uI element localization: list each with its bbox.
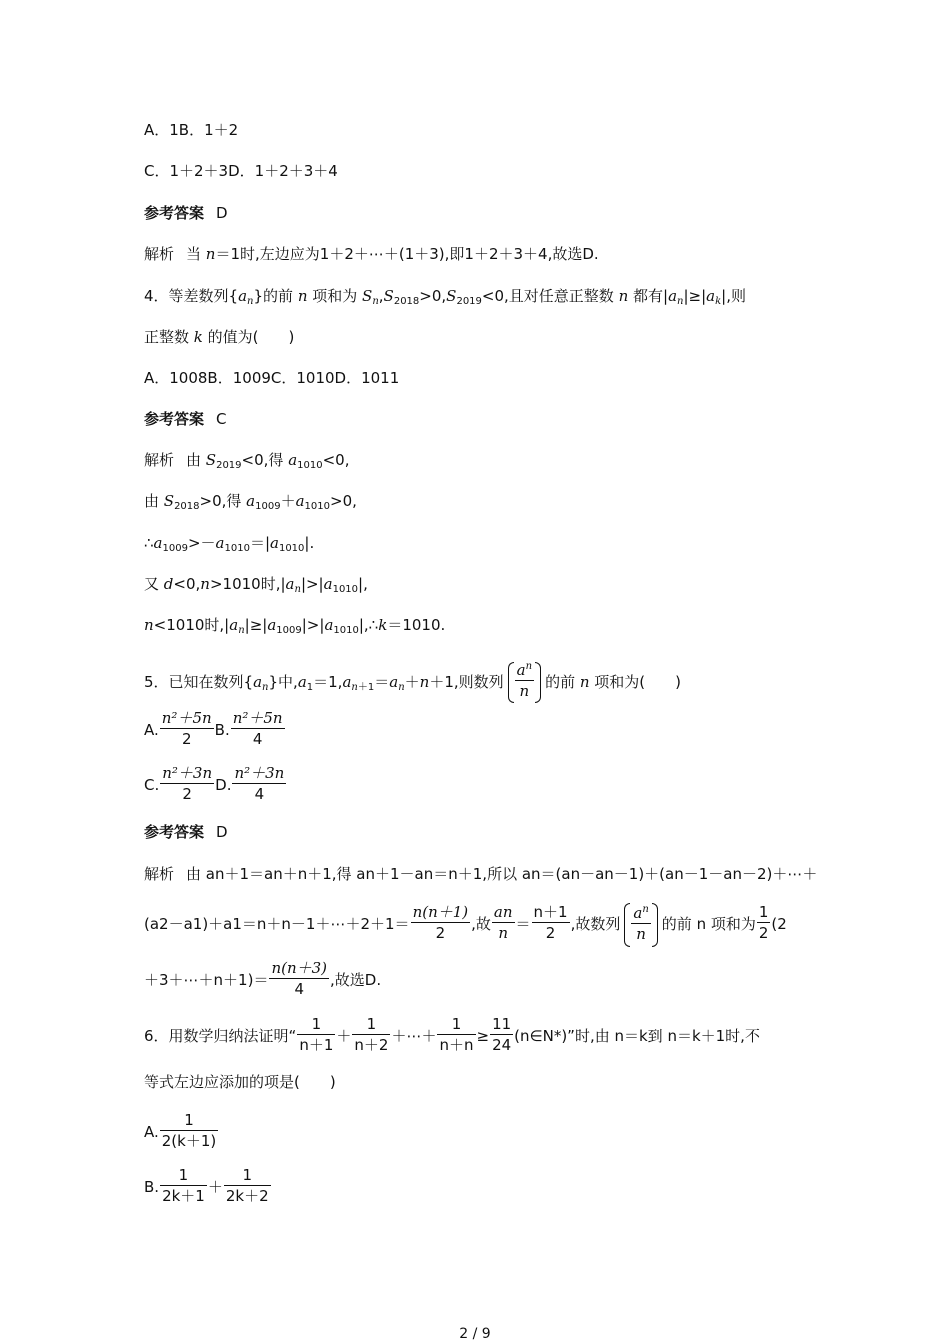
numerator: 1 xyxy=(437,1014,475,1035)
math-var: n xyxy=(205,245,216,263)
answer-label: 参考答案 xyxy=(144,410,205,428)
text: ＋ xyxy=(207,1178,223,1196)
text: 由 xyxy=(186,451,206,469)
text: |,则 xyxy=(721,287,746,305)
q5-options-ab xyxy=(144,710,286,750)
text: }中, xyxy=(268,673,298,691)
text: |,∴ xyxy=(358,616,379,634)
text: >0,得 xyxy=(199,492,247,510)
math-var: a xyxy=(324,616,334,634)
text: ＋3＋⋯＋n＋1)＝ xyxy=(144,971,269,989)
fraction xyxy=(352,1014,390,1055)
q4-options xyxy=(144,368,399,388)
q4-expl-line2: 由 $S_{2018}>0$,得 $a_{1009}+a_{1010}>0$, xyxy=(144,492,357,512)
q5-answer xyxy=(144,822,228,842)
q5-options-cd xyxy=(144,765,287,805)
text: >0, xyxy=(330,492,357,510)
fraction xyxy=(269,958,329,999)
text: 的前 xyxy=(545,673,580,691)
fraction: $\frac{a^n}{n}$ xyxy=(633,903,649,943)
text: }的前 xyxy=(253,287,298,305)
option-label: A. xyxy=(144,1123,159,1141)
answer-label: 参考答案 xyxy=(144,823,205,841)
text: >－ xyxy=(187,534,216,552)
text: |>| xyxy=(301,616,325,634)
denominator: n＋1 xyxy=(299,1036,334,1054)
math-var: n xyxy=(297,287,308,305)
text: |. xyxy=(304,534,315,552)
sequence-brace xyxy=(624,903,657,947)
text: ∴ xyxy=(144,534,154,552)
text: |≥| xyxy=(244,616,268,634)
denominator: 2k＋2 xyxy=(225,1187,269,1205)
fraction: $\frac{a^n}{n}$ xyxy=(516,661,533,700)
text: 项和为( ) xyxy=(589,673,681,691)
text: |>| xyxy=(300,575,324,593)
text: 4．等差数列{ xyxy=(144,287,239,305)
denominator: 2k＋1 xyxy=(162,1187,205,1205)
text: ＝1时,左边应为1＋2＋⋯＋(1＋3),即1＋2＋3＋4,故选D. xyxy=(215,245,599,263)
q4-answer xyxy=(144,409,227,429)
fraction xyxy=(224,1165,271,1206)
option-label: A. xyxy=(144,721,159,739)
math-var: n xyxy=(618,287,629,305)
q4-stem-line2 xyxy=(144,327,294,347)
text: ＝ xyxy=(515,915,531,933)
math-var: S xyxy=(163,492,175,510)
fraction xyxy=(490,1014,513,1055)
q6-option-b xyxy=(144,1165,272,1209)
math-var: $a_k$ xyxy=(706,287,722,307)
text: <0, xyxy=(322,451,350,469)
fraction xyxy=(532,902,570,943)
text: ＋1,则数列 xyxy=(429,673,504,691)
fraction xyxy=(160,708,214,749)
math-var: $a_n$ xyxy=(229,616,245,636)
text: <0,且对任意正整数 xyxy=(481,287,619,305)
fraction xyxy=(232,763,286,804)
math-var: a xyxy=(267,616,277,634)
numerator: 1 xyxy=(758,903,769,921)
text: 由 an＋1＝an＋n＋1,得 an＋1－an＝n＋1,所以 an＝(an－an－1)＋(an－1－an－2)＋⋯＋ xyxy=(186,865,818,883)
numerator: 1 xyxy=(297,1014,335,1035)
text: >0, xyxy=(419,287,447,305)
text: 项和为 xyxy=(307,287,363,305)
numerator: n＋1 xyxy=(533,903,568,921)
q3-options-cd xyxy=(144,161,338,181)
text: ＝1010. xyxy=(387,616,446,634)
option-label: B. xyxy=(214,721,230,739)
math-var: k xyxy=(378,616,388,634)
denominator: 2(k＋1) xyxy=(161,1132,217,1150)
math-var: n xyxy=(144,616,154,634)
text: ,故 xyxy=(471,915,491,933)
math-var: S xyxy=(205,451,217,469)
option-label: D. xyxy=(215,776,232,794)
math-var: n xyxy=(419,673,430,691)
denominator: 2 xyxy=(182,785,192,803)
text: ,故数列 xyxy=(570,915,621,933)
text: 等式左边应添加的项是( ) xyxy=(144,1073,336,1091)
explanation-label: 解析 xyxy=(144,245,175,263)
text: (2 xyxy=(771,915,787,933)
page-number: 2 / 9 xyxy=(459,1326,491,1342)
denominator: n＋2 xyxy=(354,1036,389,1054)
q4-stem-line1: 4．等差数列$\{a_n\}$的前 n 项和为 $S_n,S_{2018}>0,S_{2019}<0$,且对任意正整数 n 都有$|a_n|\ge|a_k|$,则 xyxy=(144,287,746,307)
q4-expl-line4: 又 d<0,n>1010时$,|a_n|>|a_{1010}|$, xyxy=(144,575,368,595)
text: |, xyxy=(358,575,368,593)
q6-stem-line1 xyxy=(144,1014,760,1058)
text: 由 xyxy=(144,492,164,510)
math-var: $a_n$ xyxy=(285,575,301,595)
q3-explanation xyxy=(144,244,599,264)
q3-options-cd-text: C．1＋2＋3D．1＋2＋3＋4 xyxy=(144,162,338,180)
fraction xyxy=(160,1110,218,1151)
text: <0, xyxy=(173,575,201,593)
text: >1010时,| xyxy=(209,575,286,593)
numerator: 1 xyxy=(160,1165,207,1186)
math-var: $a_n$ xyxy=(253,673,269,693)
fraction xyxy=(297,1014,335,1055)
denominator: 2 xyxy=(435,924,446,942)
fraction xyxy=(437,1014,475,1055)
math-var: n xyxy=(579,673,590,691)
fraction xyxy=(411,902,471,943)
numerator: an xyxy=(493,903,513,921)
fraction xyxy=(757,902,771,943)
text: ＋ xyxy=(336,1027,352,1045)
answer-value: D xyxy=(216,204,228,222)
text: ＋ xyxy=(280,492,296,510)
q3-options-ab xyxy=(144,120,238,140)
q4-expl-line3: $\therefore a_{1009}>-a_{1010}=|a_{1010}|$. xyxy=(144,534,315,554)
denominator: 4 xyxy=(294,980,305,998)
math-var: a xyxy=(288,451,298,469)
denominator: 2 xyxy=(545,924,556,942)
text: <1010时,| xyxy=(153,616,230,634)
numerator: n(n＋3) xyxy=(271,959,328,977)
fraction xyxy=(160,1165,207,1206)
math-var: a xyxy=(297,673,307,691)
text: 的前 n 项和为 xyxy=(661,915,756,933)
q5-expl-line3 xyxy=(144,958,381,1002)
fraction xyxy=(492,902,515,943)
math-var: $S_n$ xyxy=(362,287,379,307)
sequence-brace xyxy=(508,662,541,703)
math-var: $a_n$ xyxy=(668,287,684,307)
option-label: C. xyxy=(144,776,160,794)
numerator: 11 xyxy=(492,1015,512,1033)
denominator: 2 xyxy=(181,730,192,748)
numerator: 1 xyxy=(160,1110,218,1131)
q3-answer xyxy=(144,203,228,223)
text: 6．用数学归纳法证明“ xyxy=(144,1027,297,1045)
text: (n∈N*)”时,由 n＝k到 n＝k＋1时,不 xyxy=(514,1027,760,1045)
math-var: a xyxy=(246,492,256,510)
text: ＋ xyxy=(404,673,420,691)
text: 的值为( ) xyxy=(202,328,295,346)
option-label: B. xyxy=(144,1178,160,1196)
numerator: n²＋5n xyxy=(232,709,283,727)
text: ＝1, xyxy=(313,673,343,691)
q4-expl-line1: 解析 由 $S_{2019}<0$,得 $a_{1010}<0$, xyxy=(144,451,350,471)
explanation-label: 解析 xyxy=(144,451,175,469)
text: |≥| xyxy=(683,287,707,305)
answer-value: C xyxy=(216,410,227,428)
q5-expl-line1 xyxy=(144,864,817,884)
math-var: $a_n$ xyxy=(389,673,405,693)
math-var: a xyxy=(270,534,279,552)
denominator: n xyxy=(498,924,509,942)
q4-expl-line5: n<1010时$,|a_n|\ge|a_{1009}|>|a_{1010}|,\therefore k=1010$. xyxy=(144,616,446,636)
math-var: a xyxy=(153,534,163,552)
denominator: 4 xyxy=(254,785,265,803)
text: ＋⋯＋ xyxy=(391,1027,437,1045)
math-var: S xyxy=(383,287,394,305)
q6-option-a xyxy=(144,1110,219,1154)
math-var: a xyxy=(342,673,352,691)
text: ＝ xyxy=(374,673,390,691)
denominator: 24 xyxy=(492,1036,512,1054)
numerator: 1 xyxy=(352,1014,390,1035)
text: <0,得 xyxy=(241,451,289,469)
math-var: a xyxy=(295,492,305,510)
q5-expl-line2 xyxy=(144,902,787,946)
answer-label: 参考答案 xyxy=(144,204,205,222)
math-var: $a_n$ xyxy=(238,287,254,307)
text: 5．已知在数列{ xyxy=(144,673,254,691)
q5-stem: 5．已知在数列$\{a_n\}$中$,a_1=1,a_{n+1}=a_n+n+1$,则数列 $\frac{a^n}{n}$ 的前 n 项和为( ) xyxy=(144,662,681,692)
math-var: k xyxy=(193,328,203,346)
text: ＝| xyxy=(249,534,270,552)
numerator: n²＋5n xyxy=(161,709,212,727)
math-var: S xyxy=(446,287,457,305)
text: 又 xyxy=(144,575,164,593)
numerator: n²＋3n xyxy=(162,764,213,782)
fraction xyxy=(160,763,214,804)
answer-value: D xyxy=(216,823,228,841)
numerator: n(n＋1) xyxy=(412,903,469,921)
math-var: a xyxy=(323,575,333,593)
denominator: 4 xyxy=(252,730,263,748)
text: ,故选D. xyxy=(330,971,382,989)
text: ≥ xyxy=(476,1027,490,1045)
denominator: n＋n xyxy=(439,1036,474,1054)
math-var: d xyxy=(163,575,174,593)
text: 当 xyxy=(186,245,206,263)
text: 正整数 xyxy=(144,328,194,346)
q3-options-ab-text: A．1B．1＋2 xyxy=(144,121,239,139)
fraction xyxy=(231,708,285,749)
text: 都有| xyxy=(628,287,669,305)
numerator: n²＋3n xyxy=(234,764,285,782)
math-var: n xyxy=(200,575,210,593)
math-var: a xyxy=(215,534,225,552)
text: (a2－a1)＋a1＝n＋n－1＋⋯＋2＋1＝ xyxy=(144,915,410,933)
q6-stem-line2 xyxy=(144,1072,336,1092)
numerator: 1 xyxy=(224,1165,271,1186)
explanation-label: 解析 xyxy=(144,865,175,883)
text: A．1008B．1009C．1010D．1011 xyxy=(144,369,400,387)
denominator: 2 xyxy=(758,924,769,942)
